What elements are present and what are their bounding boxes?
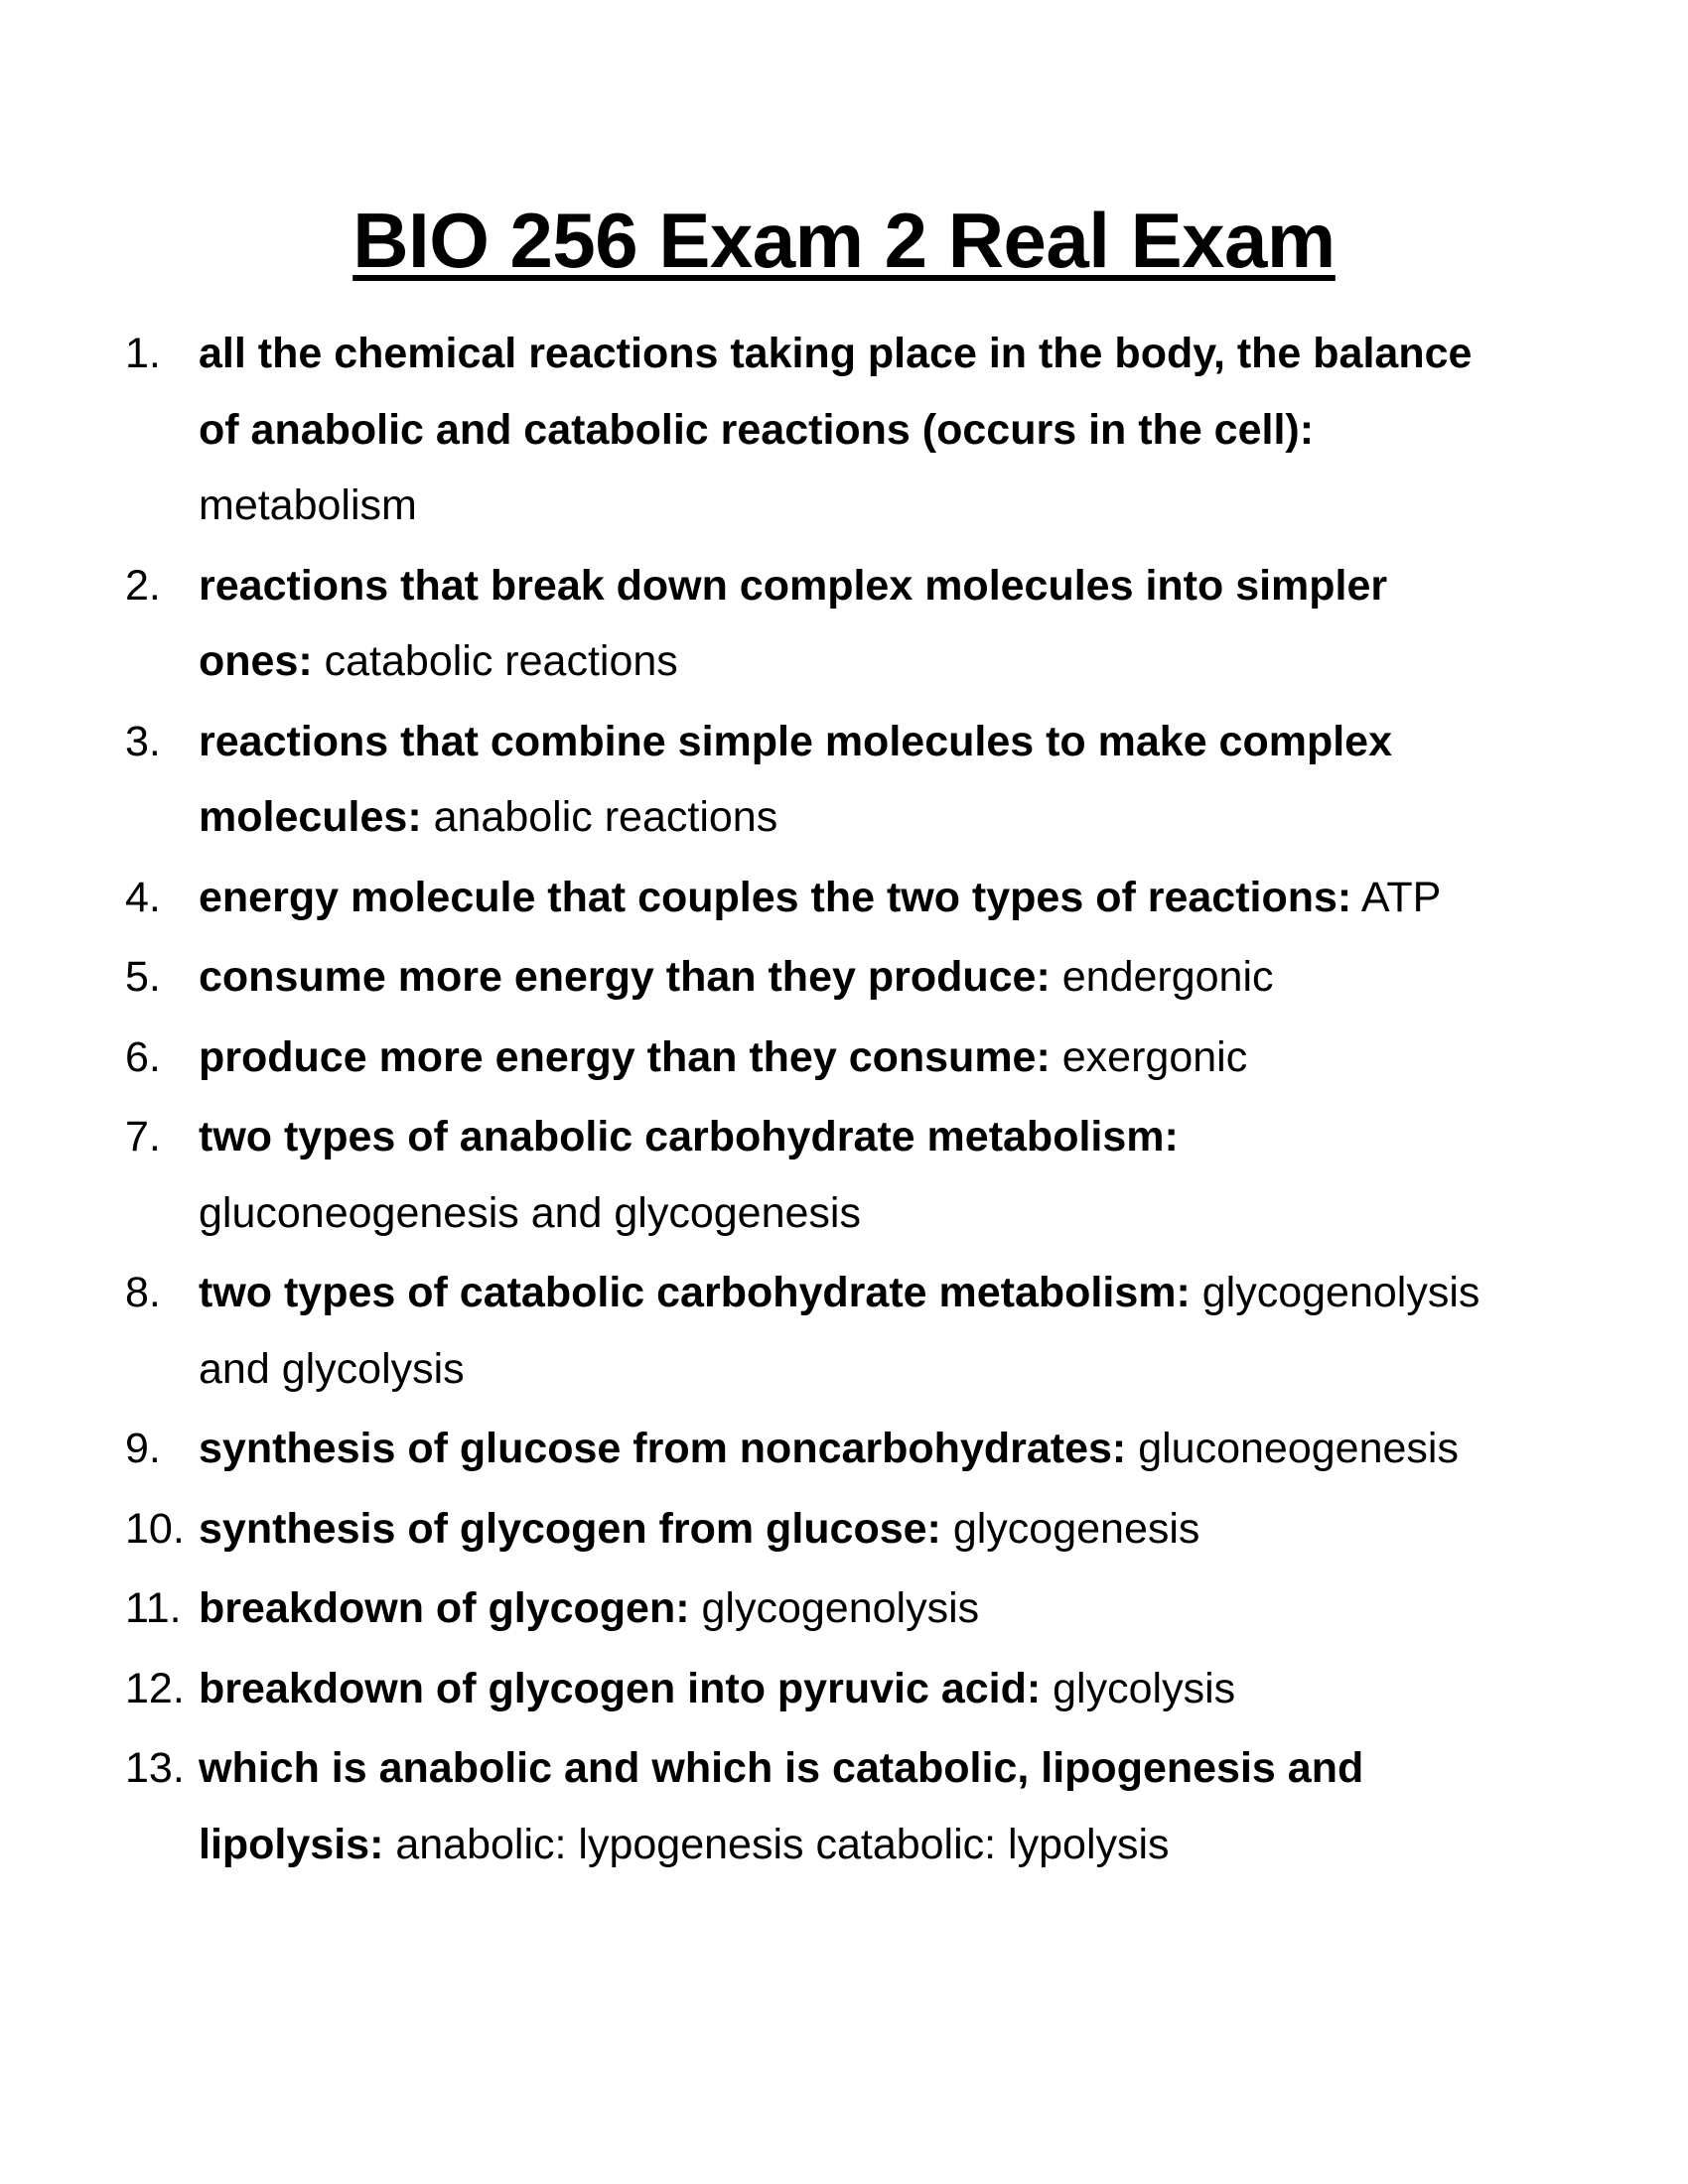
item-question: all the chemical reactions taking place in the body, the balance of anabolic and catabolic reactions (occurs in the cell): — [199, 330, 1473, 454]
item-answer: anabolic: lypogenesis catabolic: lypolysis — [395, 1820, 1170, 1868]
item-answer: endergonic — [1061, 953, 1274, 1001]
item-answer: anabolic reactions — [433, 793, 778, 841]
item-question: breakdown of glycogen into pyruvic acid: — [199, 1664, 1042, 1712]
item-question: two types of anabolic carbohydrate metabolism: — [199, 1113, 1179, 1160]
item-number: 3. — [125, 717, 161, 765]
item-number: 8. — [125, 1269, 161, 1316]
item-number: 2. — [125, 561, 161, 610]
item-answer: metabolism — [199, 481, 417, 529]
item-number: 11. — [125, 1584, 182, 1632]
item-answer: exergonic — [1061, 1032, 1248, 1081]
item-number: 7. — [125, 1113, 161, 1160]
list-item — [0, 1570, 1688, 1647]
item-question: two types of catabolic carbohydrate metabolism: — [199, 1269, 1191, 1316]
item-answer: glycogenesis — [952, 1504, 1200, 1553]
item-answer: gluconeogenesis and glycogenesis — [199, 1188, 861, 1237]
item-answer: glycogenolysis — [701, 1584, 980, 1632]
page-title — [0, 191, 1688, 290]
item-question: consume more energy than they produce: — [199, 953, 1051, 1001]
item-number: 12. — [125, 1664, 185, 1712]
item-question: energy molecule that couples the two types of reactions: — [199, 873, 1352, 921]
list-item — [0, 316, 1688, 544]
list-item — [0, 704, 1688, 856]
item-number: 9. — [125, 1425, 161, 1472]
list-item — [0, 1255, 1688, 1407]
item-question: breakdown of glycogen: — [199, 1584, 690, 1632]
list-item — [0, 1730, 1688, 1882]
list-item — [0, 1411, 1688, 1487]
item-number: 6. — [125, 1032, 161, 1081]
list-item — [0, 1020, 1688, 1096]
item-number: 1. — [125, 330, 161, 377]
item-question: synthesis of glucose from noncarbohydrates: — [199, 1425, 1127, 1472]
item-question: reactions that combine simple molecules to make complex molecules: — [199, 717, 1393, 841]
item-number: 4. — [125, 873, 161, 921]
list-item — [0, 860, 1688, 936]
item-answer: glycogenolysis and glycolysis — [199, 1269, 1480, 1393]
item-answer: catabolic reactions — [324, 637, 678, 685]
item-number: 10. — [125, 1504, 185, 1553]
item-answer: glycolysis — [1053, 1664, 1236, 1712]
page-title-text: BIO 256 Exam 2 Real Exam — [352, 197, 1336, 284]
item-question: reactions that break down complex molecules into simpler ones: — [199, 561, 1388, 685]
item-number: 13. — [125, 1744, 185, 1792]
list-item — [0, 548, 1688, 700]
item-answer: gluconeogenesis — [1138, 1425, 1459, 1472]
item-question: produce more energy than they consume: — [199, 1032, 1051, 1081]
list-item — [0, 1651, 1688, 1727]
list-item — [0, 1099, 1688, 1251]
list-item — [0, 939, 1688, 1016]
item-question: which is anabolic and which is catabolic, lipogenesis and lipolysis: — [199, 1744, 1364, 1868]
list-item — [0, 1491, 1688, 1568]
item-answer: ATP — [1360, 873, 1442, 921]
question-answer-list — [0, 316, 1688, 1886]
item-number: 5. — [125, 953, 161, 1001]
item-question: synthesis of glycogen from glucose: — [199, 1504, 941, 1553]
